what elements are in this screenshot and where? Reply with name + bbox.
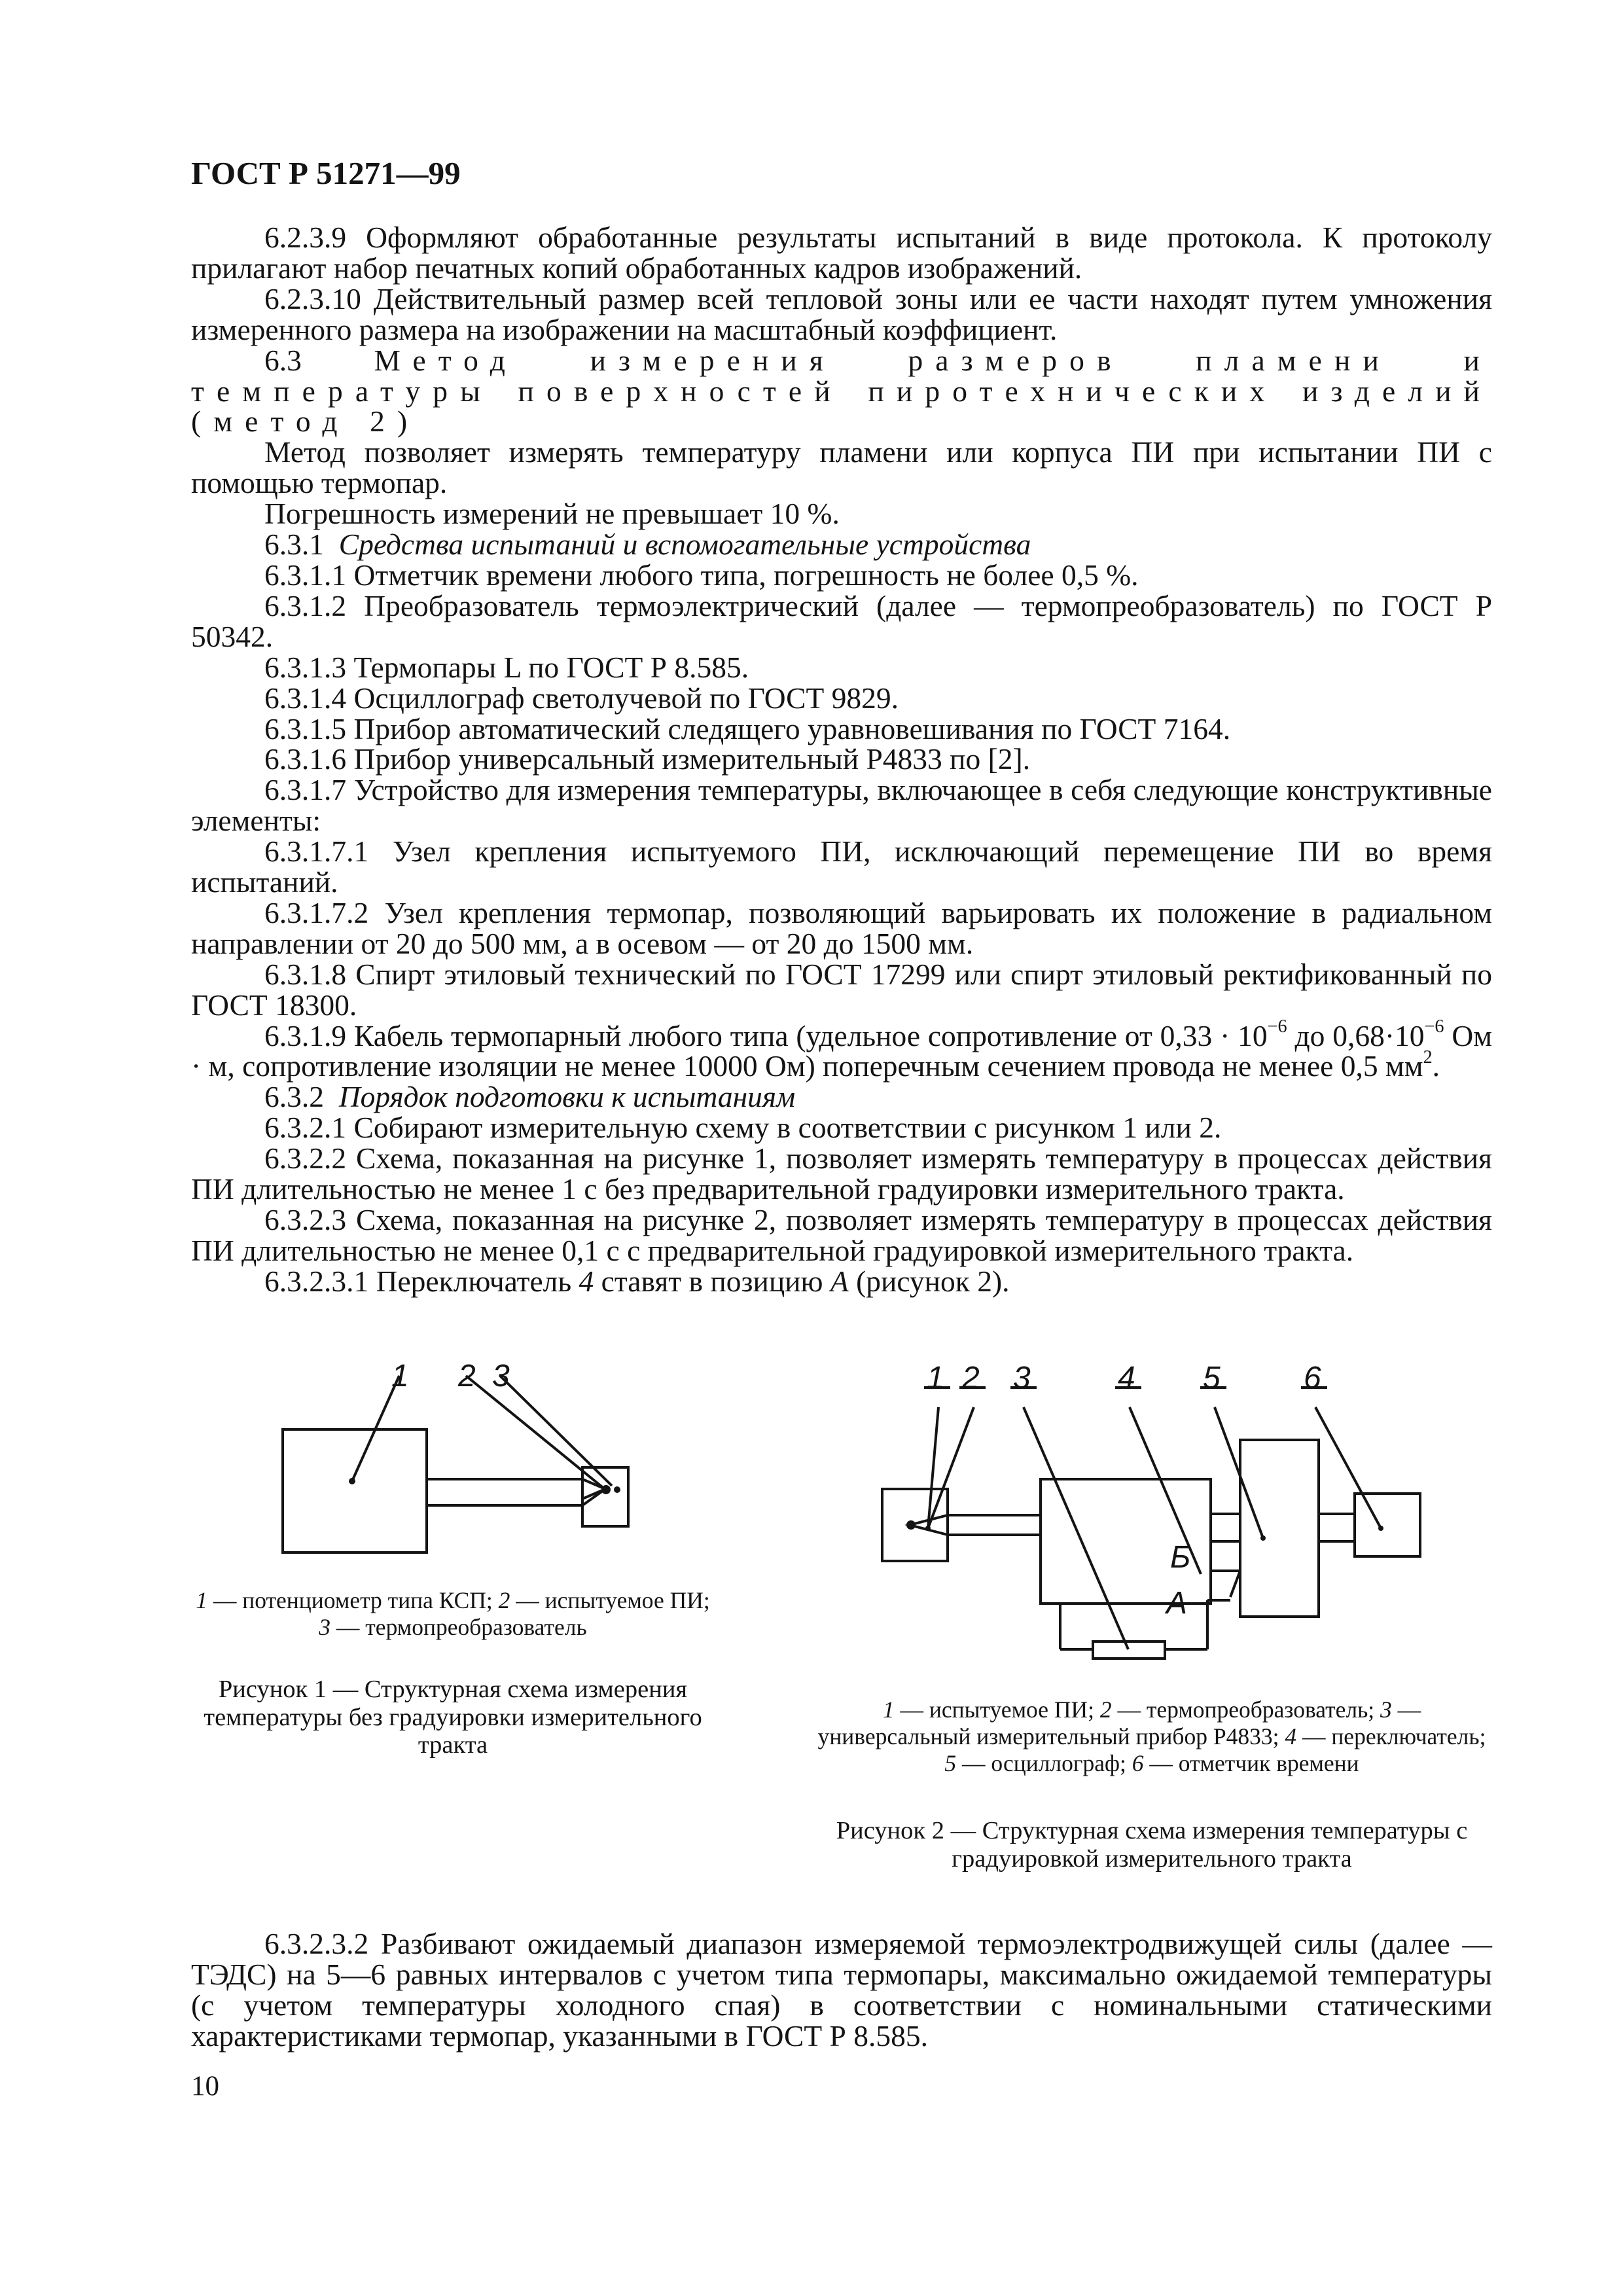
figure-1-legend: 1 — потенциометр типа КСП; 2 — испытуемое ПИ; 3 — термопреобразователь xyxy=(196,1587,710,1640)
paragraph: 6.3.1.7.1 Узел крепления испытуемого ПИ, исключающий перемещение ПИ во время испытаний. xyxy=(191,834,1492,899)
point-marker xyxy=(1260,1535,1266,1541)
figure-2-label-6: 6 xyxy=(1304,1361,1321,1395)
figure-2-label-2: 2 xyxy=(962,1361,980,1395)
figure-2-label-1: 1 xyxy=(927,1361,944,1395)
paragraph: 6.3.2.3.2 Разбивают ожидаемый диапазон измеряемой термоэлектродвижущей силы (далее — ТЭДС) на 5—6 равных интервалов с учетом типа термопары, максимально ожидаемой температуры (с учетом температуры холодного спая) в соответствии с номинальными статическими характеристиками термопар, указанными в ГОСТ Р 8.585. xyxy=(191,1927,1492,2053)
point-marker xyxy=(349,1478,355,1484)
paragraph: 6.2.3.10 Действительный размер всей тепловой зоны или ее части находят путем умножения измеренного размера на изображении на масштабный коэффициент. xyxy=(191,281,1492,346)
point-marker xyxy=(601,1485,611,1494)
page-number: 10 xyxy=(191,2071,219,2102)
point-marker xyxy=(1378,1526,1383,1531)
figure-2-label-4: 4 xyxy=(1118,1361,1135,1395)
figure-1-label-2: 2 xyxy=(458,1359,476,1393)
leader-line xyxy=(1315,1407,1381,1528)
subsection-heading: 6.3.1 Средства испытаний и вспомогательные устройства xyxy=(264,528,1031,562)
figure-2-label-3: 3 xyxy=(1013,1361,1031,1395)
paragraph: 6.3.1.7.2 Узел крепления термопар, позволяющий варьировать их положение в радиальном направлении от 20 до 500 мм, а в осевом — от 20 до 1500 мм. xyxy=(191,895,1492,960)
paragraph: 6.3.2.3.1 Переключатель 4 ставят в позицию А (рисунок 2). xyxy=(264,1264,1010,1298)
paragraph: 6.3.2.3 Схема, показанная на рисунке 2, позволяет измерять температуру в процессах действия ПИ длительностью не менее 0,1 с с предварительной градуировкой измерительного тракта. xyxy=(191,1203,1492,1267)
switch-blade xyxy=(1230,1571,1240,1597)
figure-1-diagram xyxy=(275,1361,694,1577)
document-header: ГОСТ Р 51271—99 xyxy=(191,155,461,191)
section-heading: 6.3 Метод измерения размеров пламени и температуры поверхностей пиротехнических изделий (метод 2) xyxy=(191,343,1492,439)
paragraph: Метод позволяет измерять температуру пламени или корпуса ПИ при испытании ПИ с помощью термопар. xyxy=(191,435,1492,500)
paragraph: 6.2.3.9 Оформляют обработанные результаты испытаний в виде протокола. К протоколу прилагают набор печатных копий обработанных кадров изображений. xyxy=(191,221,1492,285)
paragraph: 6.3.1.5 Прибор автоматический следящего уравновешивания по ГОСТ 7164. xyxy=(264,711,1231,745)
oscillograph-box xyxy=(1240,1440,1319,1617)
paragraph: 6.3.1.7 Устройство для измерения температуры, включающее в себя следующие конструктивные элементы: xyxy=(191,773,1492,838)
paragraph: 6.3.1.9 Кабель термопарный любого типа (удельное сопротивление от $0,33 \cdot 10^{-6}$ до $0,68\cdot 10^{-6}$ Ом · м, сопротивление изоляции не менее 10000 Ом) поперечным сечением провода не менее 0,5 $мм^2$. xyxy=(191,1016,1493,1083)
meter-box xyxy=(1093,1641,1165,1659)
body-text-continued xyxy=(191,1929,1492,2052)
paragraph: 6.3.2.2 Схема, показанная на рисунке 1, позволяет измерять температуру в процессах действия ПИ длительностью не менее 1 с без предварительной градуировки измерительного тракта. xyxy=(191,1141,1492,1206)
paragraph: 6.3.1.8 Спирт этиловый технический по ГОСТ 17299 или спирт этиловый ректификованный по ГОСТ 18300. xyxy=(191,957,1492,1022)
time-marker-box xyxy=(1355,1494,1420,1556)
switch-position-b: Б xyxy=(1170,1540,1191,1575)
paragraph: 6.3.1.2 Преобразователь термоэлектрический (далее — термопреобразователь) по ГОСТ Р 50342. xyxy=(191,588,1492,653)
figure-1-caption: Рисунок 1 — Структурная схема измерения температуры без градуировки измерительного тракта xyxy=(204,1676,702,1759)
paragraph: Погрешность измерений не превышает 10 %. xyxy=(264,497,840,531)
paragraph: 6.3.1.4 Осциллограф светолучевой по ГОСТ 9829. xyxy=(264,681,899,715)
leader-line xyxy=(928,1407,974,1528)
leader-line xyxy=(466,1376,605,1489)
figure-2-legend: 1 — испытуемое ПИ; 2 — термопреобразователь; 3 — универсальный измерительный прибор Р4833; 4 — переключатель; 5 — осциллограф; 6 — отметчик времени xyxy=(817,1696,1486,1776)
switch-position-a: А xyxy=(1166,1586,1188,1621)
figure-2-label-5: 5 xyxy=(1203,1361,1221,1395)
leader-line xyxy=(500,1376,612,1486)
figure-1-label-3: 3 xyxy=(492,1359,510,1393)
point-marker xyxy=(614,1486,620,1493)
point-marker xyxy=(906,1520,916,1530)
paragraph: 6.3.1.3 Термопары L по ГОСТ Р 8.585. xyxy=(264,650,749,684)
potentiometer-box xyxy=(283,1429,427,1552)
point-marker xyxy=(925,1526,931,1531)
paragraph: 6.3.1.1 Отметчик времени любого типа, погрешность не более 0,5 %. xyxy=(264,558,1139,592)
body-text xyxy=(191,223,1492,1297)
figure-2-caption: Рисунок 2 — Структурная схема измерения температуры с градуировкой измерительного тракта xyxy=(836,1817,1468,1873)
leader-line xyxy=(928,1407,938,1528)
paragraph: 6.3.1.6 Прибор универсальный измерительный Р4833 по [2]. xyxy=(264,742,1031,776)
figure-1-label-1: 1 xyxy=(391,1359,409,1393)
figure-2-diagram xyxy=(877,1374,1479,1682)
paragraph: 6.3.2.1 Собирают измерительную схему в соответствии с рисунком 1 или 2. xyxy=(264,1111,1222,1145)
subsection-heading: 6.3.2 Порядок подготовки к испытаниям xyxy=(264,1080,796,1114)
